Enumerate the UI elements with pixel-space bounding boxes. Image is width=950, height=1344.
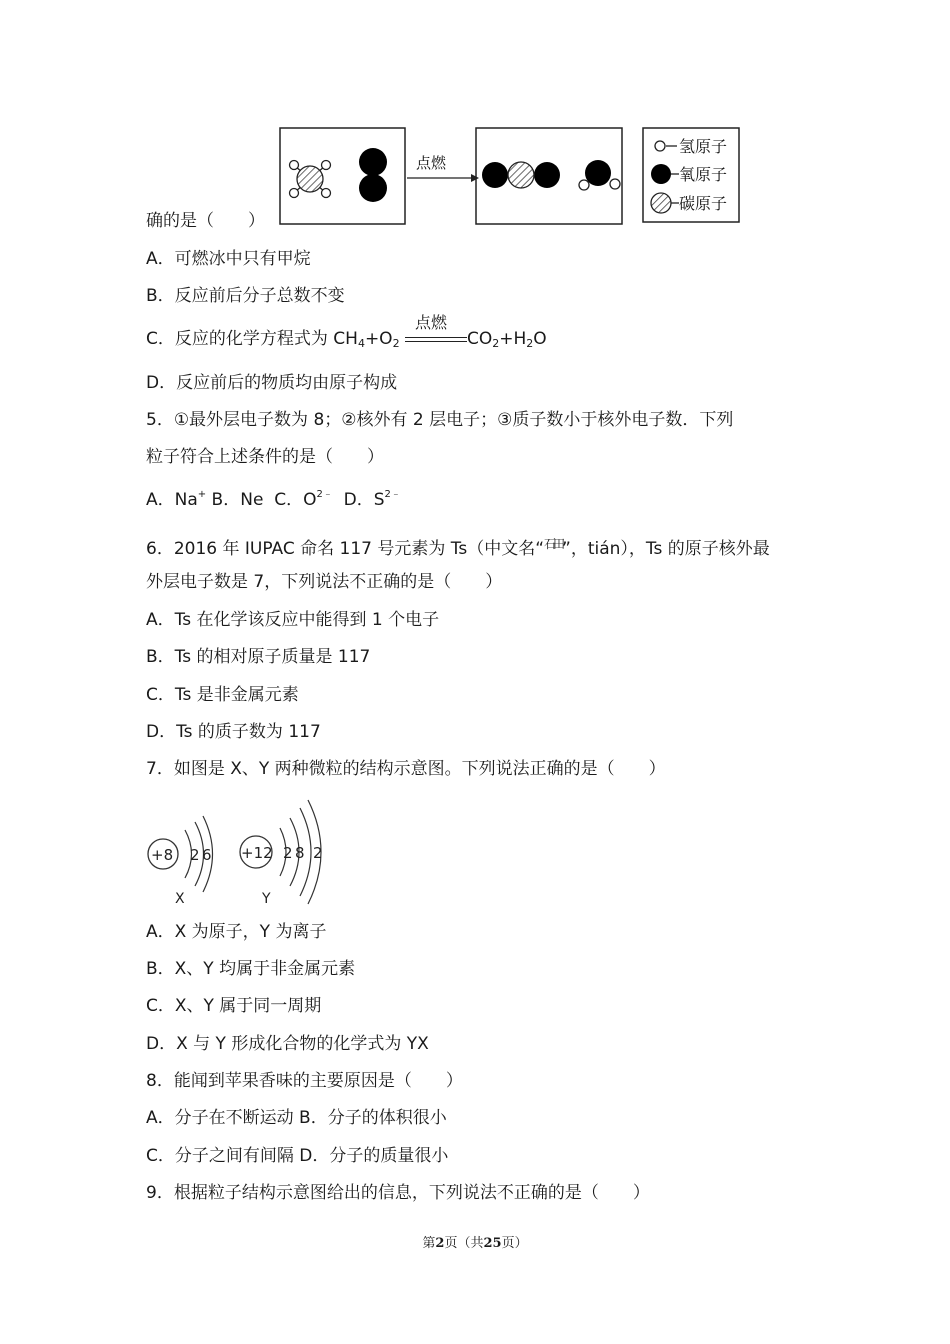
footer-pre: 第 [422,1236,436,1251]
q5-options [146,485,401,510]
q5-option-a: A．Na [146,490,198,510]
q9-stem: 9．根据粒子结构示意图给出的信息，下列说法不正确的是（ ） [146,1183,650,1203]
q7-option-a: A．X 为原子，Y 为离子 [146,922,327,942]
q4-stem-tail: 确的是（ ） [146,211,265,231]
footer-post: 页） [501,1236,528,1251]
q7-stem: 7．如图是 X、Y 两种微粒的结构示意图。下列说法正确的是（ ） [146,759,666,779]
q7-option-d: D．X 与 Y 形成化合物的化学式为 YX [146,1034,429,1054]
q8-options-ab: A．分子在不断运动 B．分子的体积很小 [146,1108,447,1128]
q5-option-d: D．S [332,490,385,510]
methane-molecule [290,161,331,198]
y-label: Y [262,891,271,907]
legend-oxygen-label: 氧原子 [679,165,728,184]
q4-option-c-pre: C．反应的化学方程式为 CH [146,329,358,349]
q4-co: CO [466,329,493,349]
x-nucleus: +8 [151,846,174,864]
q5-stem-line1: 5．①最外层电子数为 8；②核外有 2 层电子；③质子数小于核外电子数．下列 [146,410,734,430]
y-electrons-shell2: 8 [295,844,305,862]
oxygen-molecule [359,148,387,202]
legend-hydrogen-label: 氢原子 [679,137,728,156]
q4-option-d: D．反应前后的物质均由原子构成 [146,373,398,393]
equation-line-bottom [405,341,467,342]
q4-h: +H [499,329,527,349]
q4-ch4-sub: 4 [357,337,365,350]
q6-option-c: C．Ts 是非金属元素 [146,685,299,705]
legend-oxygen [651,164,727,184]
page-footer [0,1232,950,1251]
q4-o2: +O [364,329,393,349]
equation-line-top [405,337,467,338]
atom-x-diagram [148,816,213,907]
y-nucleus: +12 [241,844,273,862]
q5-stem-line2: 粒子符合上述条件的是（ ） [146,447,384,467]
equation-condition: 点燃 [414,313,447,332]
water-molecule [579,160,620,190]
footer-total-pages: 25 [483,1236,502,1251]
legend-carbon-label: 碳原子 [679,194,728,213]
legend-carbon [651,193,727,213]
q8-stem: 8．能闻到苹果香味的主要原因是（ ） [146,1071,463,1091]
y-electrons-shell3: 2 [313,844,323,862]
q6-option-a: A．Ts 在化学该反应中能得到 1 个电子 [146,610,440,630]
q4-option-b: B．反应前后分子总数不变 [146,286,345,306]
equation-arrow [405,313,467,349]
footer-page-number: 2 [435,1236,445,1251]
atom-y-diagram [240,800,323,907]
q5-s-charge: 2﹣ [384,489,401,500]
x-electrons-shell1: 2 [190,846,200,864]
q4-co2-sub: 2 [492,337,500,350]
q4-option-c [146,313,547,354]
y-electrons-shell1: 2 [283,844,293,862]
q4-option-a: A．可燃冰中只有甲烷 [146,249,311,269]
q7-option-b: B．X、Y 均属于非金属元素 [146,959,356,979]
q6-stem-line1 [146,534,770,559]
q6-option-d: D．Ts 的质子数为 117 [146,722,321,742]
arrow-label: 点燃 [416,154,447,172]
footer-mid: 页（共 [444,1236,484,1251]
q6-stem-pre: 6．2016 年 IUPAC 命名 117 号元素为 Ts（中文名“ [146,539,545,559]
q8-options-cd: C．分子之间有间隔 D．分子的质量很小 [146,1146,449,1166]
q4-h2-sub: 2 [526,337,534,350]
carbon-dioxide-molecule [482,162,560,188]
x-electrons-shell2: 6 [202,846,212,864]
legend-hydrogen [655,137,727,156]
q6-stem-line2: 外层电子数是 7，下列说法不正确的是（ ） [146,572,503,592]
atom-structure-figure [140,792,340,910]
q6-stem-post: ”，tián），Ts 的原子核外最 [562,539,770,559]
q4-o2-sub: 2 [392,337,400,350]
q4-o: O [533,329,547,349]
x-label: X [175,891,185,907]
q5-na-charge: + [197,489,207,500]
q7-option-c: C．X、Y 属于同一周期 [146,996,322,1016]
q5-o-charge: 2﹣ [316,489,333,500]
q6-rare-char: 石田 [544,537,563,551]
q5-option-bc: B．Ne C．O [206,490,317,510]
q6-option-b: B．Ts 的相对原子质量是 117 [146,647,371,667]
reaction-figure [275,122,775,228]
